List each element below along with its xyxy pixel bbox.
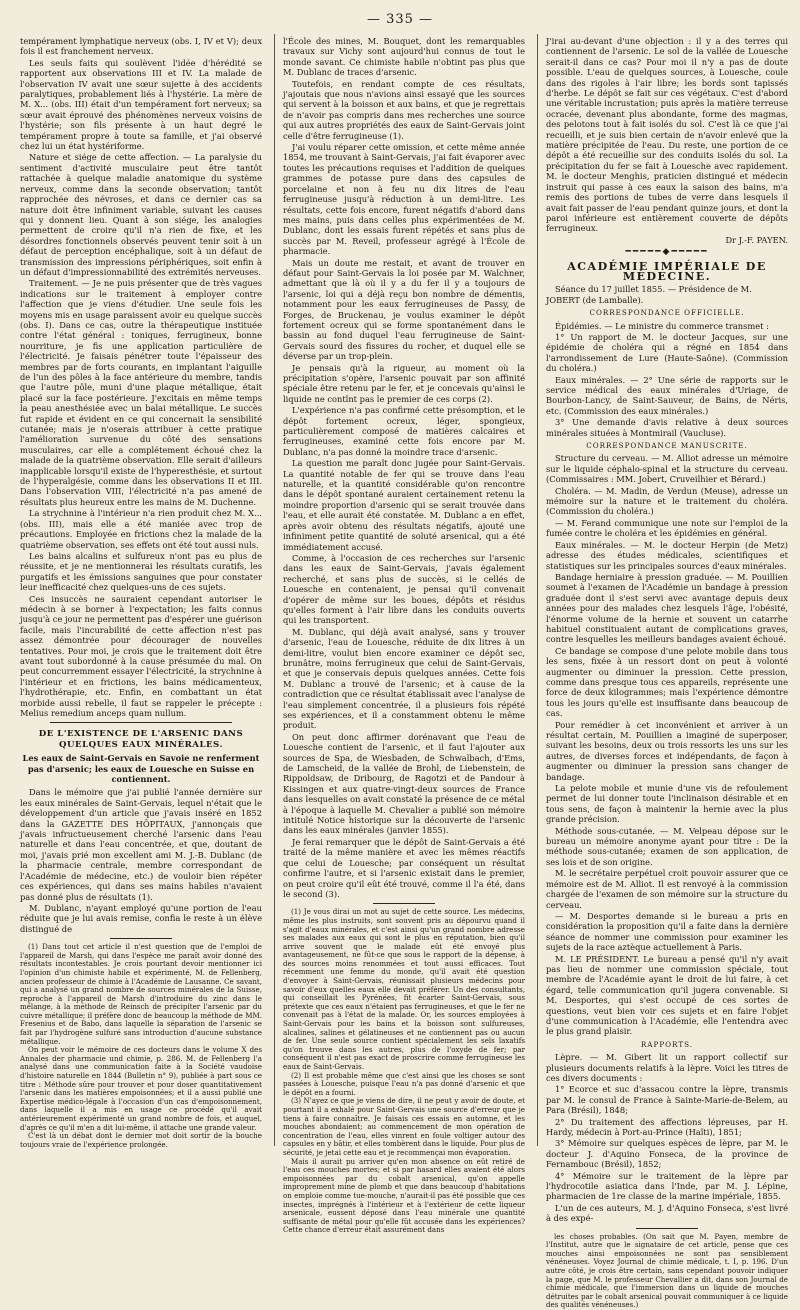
column-rule-right — [537, 34, 538, 1146]
paragraph: La strychnine à l'intérieur n'a rien produit chez M. X... (obs. III), mais elle a été maniée avec trop de précautions. Employée en frictions chez la malade de la quatrième observation, ses effets ont été tout aussi nuls. — [20, 508, 262, 550]
article-title: DE L'EXISTENCE DE L'ARSENIC DANS QUELQUES EAUX MINÉRALES. — [38, 729, 244, 750]
paragraph: l'École des mines, M. Bouquet, dont les remarquables travaux sur Vichy sont aujourd'hui connus de tout le monde savant. Ce chimiste habile n'obtint pas plus que M. Dublanc de traces d'arsenic. — [283, 36, 525, 78]
list-item: 3° Mémoire sur quelques espèces de lèpre, par M. le docteur J. d'Aquino Fonseca, de la province de Fernambouc (Brésil), 1852; — [546, 1138, 788, 1170]
section-heading-manuscript: CORRESPONDANCE MANUSCRITE. — [586, 441, 748, 451]
paragraph: On peut donc affirmer dorénavant que l'eau de Louesche contient de l'arsenic, et il faut l'ajouter aux sources de Spa, de Wiesbaden, de Schwalbach, d'Ems, de Lamscheid, de la vallée de Brohl, de Liebenstein, de Rippoldsaw, de Dribourg, de Ragotzi et de Pandour à Kissingen et aux quatre-vingt-deux sources de France dans lesquelles on avait constaté la présence de ce métal à l'époque à laquelle M. Chevalier a publié son mémoire intitulé Notice historique sur la découverte de l'arsenic dans les eaux minérales (janvier 1855). — [283, 731, 525, 836]
list-item: Épidémies. — Le ministre du commerce transmet : — [555, 320, 769, 331]
ornament-divider: ━━━━━◆━━━━━ — [625, 247, 709, 258]
paragraph: Je ferai remarquer que le dépôt de Saint-Gervais a été traité de la même manière et avec les mêmes réactifs que celui de Louesche; par conséquent un résultat confirme l'autre, et si l'arsenic existait dans le premier, on peut croire qu'il eût été trouvé, comme il l'a été, dans le second (3). — [283, 836, 525, 899]
paragraph: Comme, à l'occasion de ces recherches sur l'arsenic dans les eaux de Saint-Gervais, j'avais également recherché, et sans plus de succès, si le cellés de Louesche en contenaient, je pensai qu'il convenait d'opérer de même sur les boues, dépôts et résidus qu'elles forment à l'air libre dans les conduits ouverts qui les transportent. — [283, 552, 525, 626]
footnote: les choses probables. (On sait que M. Payen, membre de l'Institut, autre que le signataire de cet article, pense que ces mouches ainsi empoisonnées ne sont pas sensiblement vénéneuses. Voyez Journal de chimie médicale, t. I, p. 196. D'un autre côté, je crois être certain, sans cependant pouvoir indiquer la page, que M. le professeur Chevallier a dit, dans son Journal de chimie médicale, que l'immersion dans un liquide de mouches détruites par le cobalt arsenical pouvait communiquer à ce liquide des qualités vénéneuses.) — [546, 1231, 788, 1310]
column-middle — [283, 36, 525, 1235]
list-item: M. le secrétaire perpétuel croit pouvoir assurer que ce mémoire est de M. Alliot. Il est renvoyé à la commission chargée de l'examen de son mémoire sur la structure du cerveau. — [546, 868, 788, 910]
footnote: (2) Il est probable même que c'est ainsi que les choses se sont passées à Louesche, puisque l'eau n'a pas donné d'arsenic et que le dépôt en a fourni. — [283, 1070, 525, 1097]
paragraph: L'expérience n'a pas confirmé cette présomption, et le dépôt fortement ocreux, léger, spongieux, particulièrement composé de matières calcaires et ferrugineuses, examiné cette fois encore par M. Dublanc, n'a pas donné la moindre trace d'arsenic. — [283, 405, 525, 457]
footnotes — [283, 908, 525, 1235]
section-heading-reports: RAPPORTS. — [640, 1039, 694, 1049]
list-item: Méthode sous-cutanée. — M. Velpeau dépose sur le bureau un mémoire anonyme ayant pour titre : De la méthode sous-cutanée; examen de son application, de ses lois et de son origine. — [546, 825, 788, 867]
footnote: Mais il aurait pu arriver qu'en mon absence on eût retiré de l'eau ces mouches mortes; et si par hasard elles avaient été alors empoisonnées par du cobalt arsenical, qu'on appelle improprement mine de plomb et que dans beaucoup d'habitations on emploie comme tue-mouche, n'aurait-il pas été possible que ces insectes, imprégnés à l'intérieur et à l'extérieur de cette liqueur arsenicale, eussent déposé dans l'eau minérale une quantité suffisante de métal pour qu'elle fût accusée dans les expériences? Cette chance d'erreur était assurément dans — [283, 1156, 525, 1235]
paragraph: Je pensais qu'à la rigueur, au moment où la précipitation s'opère, l'arsenic pouvait par son affinité spéciale être retenu par le fer, et je concevais qu'ainsi le liquide ne contînt pas le premier de ces corps (2). — [283, 362, 525, 404]
footnote: (1) Dans tout cet article il n'est question que de l'emploi de l'appareil de Marsh, qui dans l'espèce me paraît avoir donné des résultats incontestables. Je crois pourtant devoir mentionner ici l'opinion d'un chimiste habile et expérimenté, M. de Fellenberg, ancien professeur de chimie à l'Académie de Lausanne. Ce savant, qui a analysé un grand nombre de sources minérales de la Suisse, reproche à l'appareil de Marsh d'introduire du zinc dans le mélange, à la méthode de Reinsch de précipiter l'arsenic par du cuivre métallique; il préfère donc de beaucoup la méthode de MM. Fresenius et de Babo, dans laquelle la séparation de l'arsenic se fait par l'hydrogène sulfuré sans introduction d'aucune substance métallique. — [20, 942, 262, 1046]
list-item: La pelote mobile et munie d'une vis de refoulement permet de lui donner toute l'inclinaison désirable et en tous sens, de façon à maintenir la hernie avec la plus grande précision. — [546, 783, 788, 825]
page-number: — 335 — — [366, 12, 434, 27]
paragraph: La question me paraît donc jugée pour Saint-Gervais. La quantité notable de fer qui se trouve dans l'eau naturelle, et la quantité considérable qu'on rencontre dans le dépôt spontané auraient certainement retenu la moindre proportion d'arsenic qui se serait trouvée dans l'eau, et elle aurait été constatée. M. Dublanc a en effet, après avoir obtenu des résultats négatifs, ajouté une infiniment petite quantité de soluté arsenical, qui a été immédiatement accusé. — [283, 458, 525, 552]
paragraph: tempérament lymphatique nerveux (obs. I, IV et V); deux fois il est franchement nerveux. — [20, 36, 262, 57]
paragraph: Dans le mémoire que j'ai publié l'année dernière sur les eaux minérales de Saint-Gervais, lequel n'était que le développement d'un article que j'avais inséré en 1852 dans la GAZETTE DES HÔPITAUX, j'annonçais que j'avais infructueusement cherché l'arsenic dans l'eau naturelle et dans l'eau concentrée, et que, doutant de moi, j'avais prié mon excellent ami M. J.-B. Dublanc (de la pharmacie centrale, membre correspondant de l'Académie de médecine, etc.) de vouloir bien répéter ces expériences, qui dans ses mains habiles n'avaient pas donné plus de résultats (1). — [20, 787, 262, 902]
column-right — [546, 36, 788, 1310]
section-divider — [50, 722, 232, 723]
paragraph: Traitement. — Je ne puis présenter que de très vagues indications sur le traitement à employer contre l'affection que je viens d'étudier. Une seule fois les moyens mis en usage paraissent avoir eu quelque succès (obs. I). Dans ce cas, outre la thérapeutique instituée contre l'état général : toniques, ferrugineux, bonne nourriture, je fis une application particulière de l'électricité. Je faisais pénétrer toute l'épaisseur des membres par de forts courants, en implantant l'aiguille de l'un des pôles à la face antérieure du membre, tandis que l'autre pôle, muni d'une plaque métallique, était placé sur la face postérieure. J'excitais en même temps la peau anesthésiée avec un balai métallique. Le succès fut rapide et évident en ce qui concernait la sensibilité cutanée; mais je n'oserais attribuer à cette pratique l'amélioration survenue du côté des sensations musculaires, car elle a complétement échoué chez la malade de la quatrième observation. Elle serait d'ailleurs inapplicable lorsqu'il existe de l'hyperesthésie, et surtout de l'hyperalgésie, comme dans les observations II et III. Dans l'observation VIII, l'électricité n'a pas amené de résultats plus heureux entre les mains de M. Duchenne. — [20, 278, 262, 507]
list-item: 2° Du traitement des affections lépreuses, par H. Hardy, médecin à Port-au-Prince (Haïti), 1851; — [546, 1116, 788, 1138]
footnote: (3) N'ayez ce que je viens de dire, il ne peut y avoir de doute, et pourtant il a exhalé pour Saint-Gervais une source d'erreur que je tiens à faire connaître. Je faisais ces essais en automne, et les mouches abondaient; au commencement de mon opération de concentration de l'eau, elles vinrent en foule voltiger autour des capsules en y bâtir, et elles tombèrent dans le liquide. Pour plus de sécurité, je jetai cette eau et je recommençai mon évaporation. — [283, 1096, 525, 1157]
list-item: 4° Mémoire sur le traitement de la lèpre par l'hydrocotile asiatica dans l'Inde, par M. J. Lépine, pharmacien de 1re classe de la marine impériale, 1855. — [546, 1170, 788, 1202]
list-item: L'un de ces auteurs, M. J. d'Aquino Fonseca, s'est livré à des expé- — [546, 1202, 788, 1224]
list-item: 1° Un rapport de M. le docteur Jacques, sur une épidémie de choléra qui a régné en 1854 dans l'arrondissement de Lure (Haute-Saône). (Commission du choléra.) — [546, 331, 788, 374]
section-heading-official: CORRESPONDANCE OFFICIELLE. — [589, 308, 745, 318]
paragraph: M. Dublanc, qui déjà avait analysé, sans y trouver d'arsenic, l'eau de Louesche, réduite de dix litres à un demi-litre, voulut bien encore examiner ce dépôt sec, brunâtre, moins ferrugineux que celui de Saint-Gervais, et que je conservais depuis quelques années. Cette fois M. Dublanc a trouvé de l'arsenic; et à cause de la contradiction que ce résultat établissait avec l'analyse de l'eau simplement concentrée, il a plusieurs fois répété ses expériences, et il a constamment obtenu le même produit. — [283, 626, 525, 731]
list-item: 1° Ecorce et suc d'assacou contre la lèpre, transmis par M. le consul de France à Sainte-Marie-de-Belem, au Para (Brésil), 1848; — [546, 1084, 788, 1116]
academy-title: ACADÉMIE IMPÉRIALE DE MÉDECINE. — [567, 259, 767, 283]
paragraph: Toutefois, en rendant compte de ces résultats, j'ajoutais que nous n'avions ainsi essayé que les sources qui servent à la boisson et aux bains, et que je regrettais de n'avoir pas compris dans mes recherches une source qui aux autres propriétés des eaux de Saint-Gervais joint celle d'être ferrugineuse (1). — [283, 78, 525, 141]
paragraph: Les seuls faits qui soulèvent l'idée d'hérédité se rapportent aux observations III et IV. La malade de l'observation IV avait une sœur sujette à des accidents paralytiques, probablement liés à l'hystérie. La mère de M. X... (obs. III) était d'un tempérament fort nerveux; sa sœur avait éprouvé des phénomènes nerveux voisins de l'hystérie; son fils présente à un haut degré le tempérament propre à toute sa famille, et j'ai observé chez lui un état hystériforme. — [20, 57, 262, 152]
footnotes — [546, 1233, 788, 1310]
footnote-divider — [373, 903, 435, 904]
paragraph: Mais un doute me restait, et avant de trouver en défaut pour Saint-Gervais la loi posée par M. Walchner, admettant que là où il y a du fer il y a toujours de l'arsenic, loi qui a déjà reçu bon nombre de démentis, notamment pour les eaux ferrugineuses de Passy, de Forges, de Bruckenau, je voulus examiner le dépôt fortement ocreux qui se forme spontanément dans le bassin au fond duquel l'eau ferrugineuse de Saint-Gervais sourd des fissures du rocher, et duquel elle se déverse par un trop-plein. — [283, 257, 525, 362]
paragraph: Nature et siége de cette affection. — La paralysie du sentiment d'activité musculaire peut être tantôt rattachée à quelque maladie anatomique du système nerveux, comme dans la seconde observation; tantôt rapprochée des névroses, et dans ce dernier cas sa nature doit être infiniment variable, suivant les causes qui y donnent lieu. Quant à son siége, les analogies permettent de croire qu'il n'a rien de fixe, et les désordres fonctionnels observés peuvent tenir soit à un défaut de perception encéphalique, soit à un défaut de transmission des impressions périphériques, soit enfin à un défaut d'impressionnabilité des extrémités nerveuses. — [20, 152, 262, 277]
list-item: Structure du cerveau. — M. Alliot adresse un mémoire sur le liquide céphalo-spinal et la structure du cerveau. (Commissaires : MM. Jobert, Cruveilhier et Bérard.) — [546, 453, 788, 485]
paragraph: M. Dublanc, n'ayant employé qu'une portion de l'eau réduite que je lui avais remise, confia le reste à un élève distingué de — [20, 902, 262, 934]
list-item: Lèpre. — M. Gibert lit un rapport collectif sur plusieurs documents relatifs à la lèpre. Voici les titres de ces divers documents : — [546, 1052, 788, 1083]
article-subtitle: Les eaux de Saint-Gervais en Savoie ne renferment pas d'arsenic; les eaux de Louesche en Suisse en contiennent. — [22, 753, 260, 785]
list-item: Eaux minérales. — M. le docteur Herpin (de Metz) adresse des études médicales, scientifiques et statistiques sur les principales sources d'eaux minérales. — [546, 539, 788, 571]
list-item: — M. Desportes demande si le bureau a pris en considération la proposition qu'il a faite dans la dernière séance de nommer une commission pour examiner les sujets de la race aztèque actuellement à Paris. — [546, 910, 788, 953]
footnote: C'est là un débat dont le dernier mot doit sortir de la bouche toujours vraie de l'expérience prolongée. — [20, 1131, 262, 1149]
list-item: Ce bandage se compose d'une pelote mobile dans tous les sens, fixée à un ressort dont on peut à volonté augmenter ou diminuer la pression. Cette pression, comme dans presque tous ces appareils, représente une force de deux kilogrammes; mais l'expérience démontre tous les jours qu'elle est insuffisante dans beaucoup de cas. — [546, 645, 788, 719]
footnote: On peut voir le mémoire de ces docteurs dans le volume X des Annales der pharmacie und chimie, p. 286. M. de Fellenberg l'a analysé dans une communication faite à la Société vaudoise d'histoire naturelle en 1844 (Bulletin n° 9), publiée à part sous ce titre : Méthode sûre pour trouver et pour doser quantitativement l'arsenic dans les matières empoisonnées; et il a aussi publié une Expertise médico-légale à l'occasion d'un cas d'empoisonnement, dans laquelle il a mis en usage ce procédé qu'il avait antérieurement expérimenté un grand nombre de fois, et auquel, d'après ce qu'il m'en a dit lui-même, il attache une grande valeur. — [20, 1045, 262, 1132]
list-item: — M. Ferand communique une note sur l'emploi de la fumée contre le choléra et les épidémies en général. — [546, 517, 788, 539]
list-item: 3° Une demande d'avis relative à deux sources minérales situées à Montmirail (Vaucluse). — [546, 417, 788, 438]
column-rule-left — [274, 34, 275, 1146]
list-item: Choléra. — M. Madin, de Verdun (Meuse), adresse un mémoire sur la nature et le traitement du choléra. (Commission du choléra.) — [546, 485, 788, 517]
list-item: Bandage herniaire à pression graduée. — M. Pouillien soumet à l'examen de l'Académie un bandage à pression graduée dont il s'est servi avec avantage depuis deux années pour des malades chez lesquels l'âge, l'obésité, l'énorme volume de la hernie et souvent un catarrhe habituel constituaient autant de complications graves, contre lesquelles les meilleurs bandages avaient échoué. — [546, 571, 788, 645]
author-signature: Dr J.-F. PAYEN. — [725, 234, 788, 245]
paragraph: J'irai au-devant d'une objection : il y a des terres qui contiennent de l'arsenic. Le sol de la vallée de Louesche serait-il dans ce cas? Pour moi il n'y a pas de doute possible. L'eau de quelques sources, à Louesche, coule dans des rigoles à l'air libre; les bords sont tapissés d'herbe. Le dépôt se fait sur ces végétaux. C'est d'abord une véritable incrustation; puis après la matière terreuse ocracée, devenant plus abondante, forme des magmas, des pelotons tout à fait isolés du sol. C'est là ce que j'ai recueilli, et je suis bien certain de n'avoir enlevé que la matière précipitée de l'eau. Du reste, une portion de ce dépôt a été recueillie sur des conduits isolés du sol. La précipitation du fer se fait à Louesche avec rapidement. M. le docteur Menghis, praticien distingué et médecin instruit qui passe à ces eaux la saison des bains, m'a remis des portions de tubes de verre dans lesquels il avait fait passer de l'eau pendant quinze jours, et dont la paroi inférieure est entièrement couverte de dépôts ferrugineux. — [546, 36, 788, 234]
session-line: Séance du 17 juillet 1855. — Présidence de M. JOBERT (de Lamballe). — [546, 284, 752, 305]
footnote-divider — [110, 938, 172, 939]
footnotes — [20, 943, 262, 1149]
paragraph: Les bains alcalins et sulfureux n'ont pas eu plus de réussite, et je ne mentionnerai les résultats curatifs, les purgatifs et les émissions sanguines que pour constater leur inefficacité chez quelques-uns de ces sujets. — [20, 550, 262, 593]
footnote-divider — [636, 1228, 698, 1229]
list-item: Pour remédier à cet inconvénient et arriver à un résultat certain, M. Pouillien a imaginé de superposer, suivant les besoins, deux ou trois ressorts les uns sur les autres, de diverses forces et indépendants, de façon à augmenter ou diminuer la pression sans changer de bandage. — [546, 719, 788, 782]
column-left — [20, 36, 262, 1149]
paragraph: J'ai voulu réparer cette omission, et cette même année 1854, me trouvant à Saint-Gervais, j'ai fait évaporer avec toutes les précautions requises et l'addition de quelques grammes de potasse pure dans des capsules de porcelaine et non à feu nu dix litres de l'eau ferrugineuse jusqu'à réduction à un demi-litre. Les résultats, cette fois encore, furent négatifs d'abord dans mes mains, puis dans celles plus expérimentées de M. Dublanc, dont les essais furent répétés et sans plus de succès par M. Reveil, professeur agrégé à l'École de pharmacie. — [283, 142, 525, 257]
list-item: Eaux minérales. — 2° Une série de rapports sur le service médical des eaux minérales d'Uriage, de Bourbon-Lancy, de Saint-Sauveur, de Bains, de Néris, etc. (Commission des eaux minérales.) — [546, 374, 788, 416]
footnote: (1) Je vous dirai un mot au sujet de cette source. Les médecins, même les plus instruits, sont souvent pris au dépourvu quand il s'agit d'eaux minérales, et c'est ainsi qu'un grand nombre adresse ses malades aux eaux qui sont le plus en réputation, bien qu'il arrive souvent que le malade eût été envoyé plus avantageusement, ne fût-ce que sous le rapport de la dépense, à des sources moins renommées et tout aussi efficaces. Tout récemment une femme du monde, qu'il avait été question d'envoyer à Saint-Gervais, réunissait plusieurs médecins pour savoir d'eux quelles eaux elle devait préférer. Un des consultants, qui conseillait les Pyrénées, fit écarter Saint-Gervais, sous prétexte que ces eaux n'étaient pas ferrugineuses, et que le fer ne convenait pas à l'état de la malade. Or, les sources employées à Saint-Gervais pour les bains et la boisson sont sulfureuses, alcalines, salines et gélatineuses et ne contiennent pas ou aucun de fer. Une seule source contient spécialement les sels laxatifs qu'on trouve dans les autres, plus de l'oxyde de fer; par conséquent il n'est pas exact de proscrire comme ferrugineuse les eaux de Saint-Gervais. — [283, 907, 525, 1071]
paragraph: Ces insuccès ne sauraient cependant autoriser le médecin à se borner à l'expectation; les faits connus jusqu'à ce jour ne permettent pas d'espérer une guérison facile, mais l'incurabilité de cette affection n'est pas assez démontrée pour décourager de nouvelles tentatives. Pour moi, je crois que le traitement doit être avant tout subordonné à la cause présumée du mal. On peut concurremment essayer l'électricité, la strychnine à l'intérieur et en frictions, les bains médicamenteux, l'hydrothérapie, etc. Enfin, en combattant un état morbide aussi rebelle, il faut se rappeler le précepte : Melius remedium anceps quam nullum. — [20, 593, 262, 718]
list-item: M. LE PRÉSIDENT. Le bureau a pensé qu'il n'y avait pas lieu de nommer une commission spéciale, tout membre de l'Académie ayant le droit de lui faire, à cet égard, telle communication qu'il jugera convenable. Si M. Desportes, qui s'est occupé de ces sortes de questions, veut bien voir ces sujets et en faire l'objet d'une communication à l'Académie, elle l'entendra avec le plus grand plaisir. — [546, 953, 788, 1037]
